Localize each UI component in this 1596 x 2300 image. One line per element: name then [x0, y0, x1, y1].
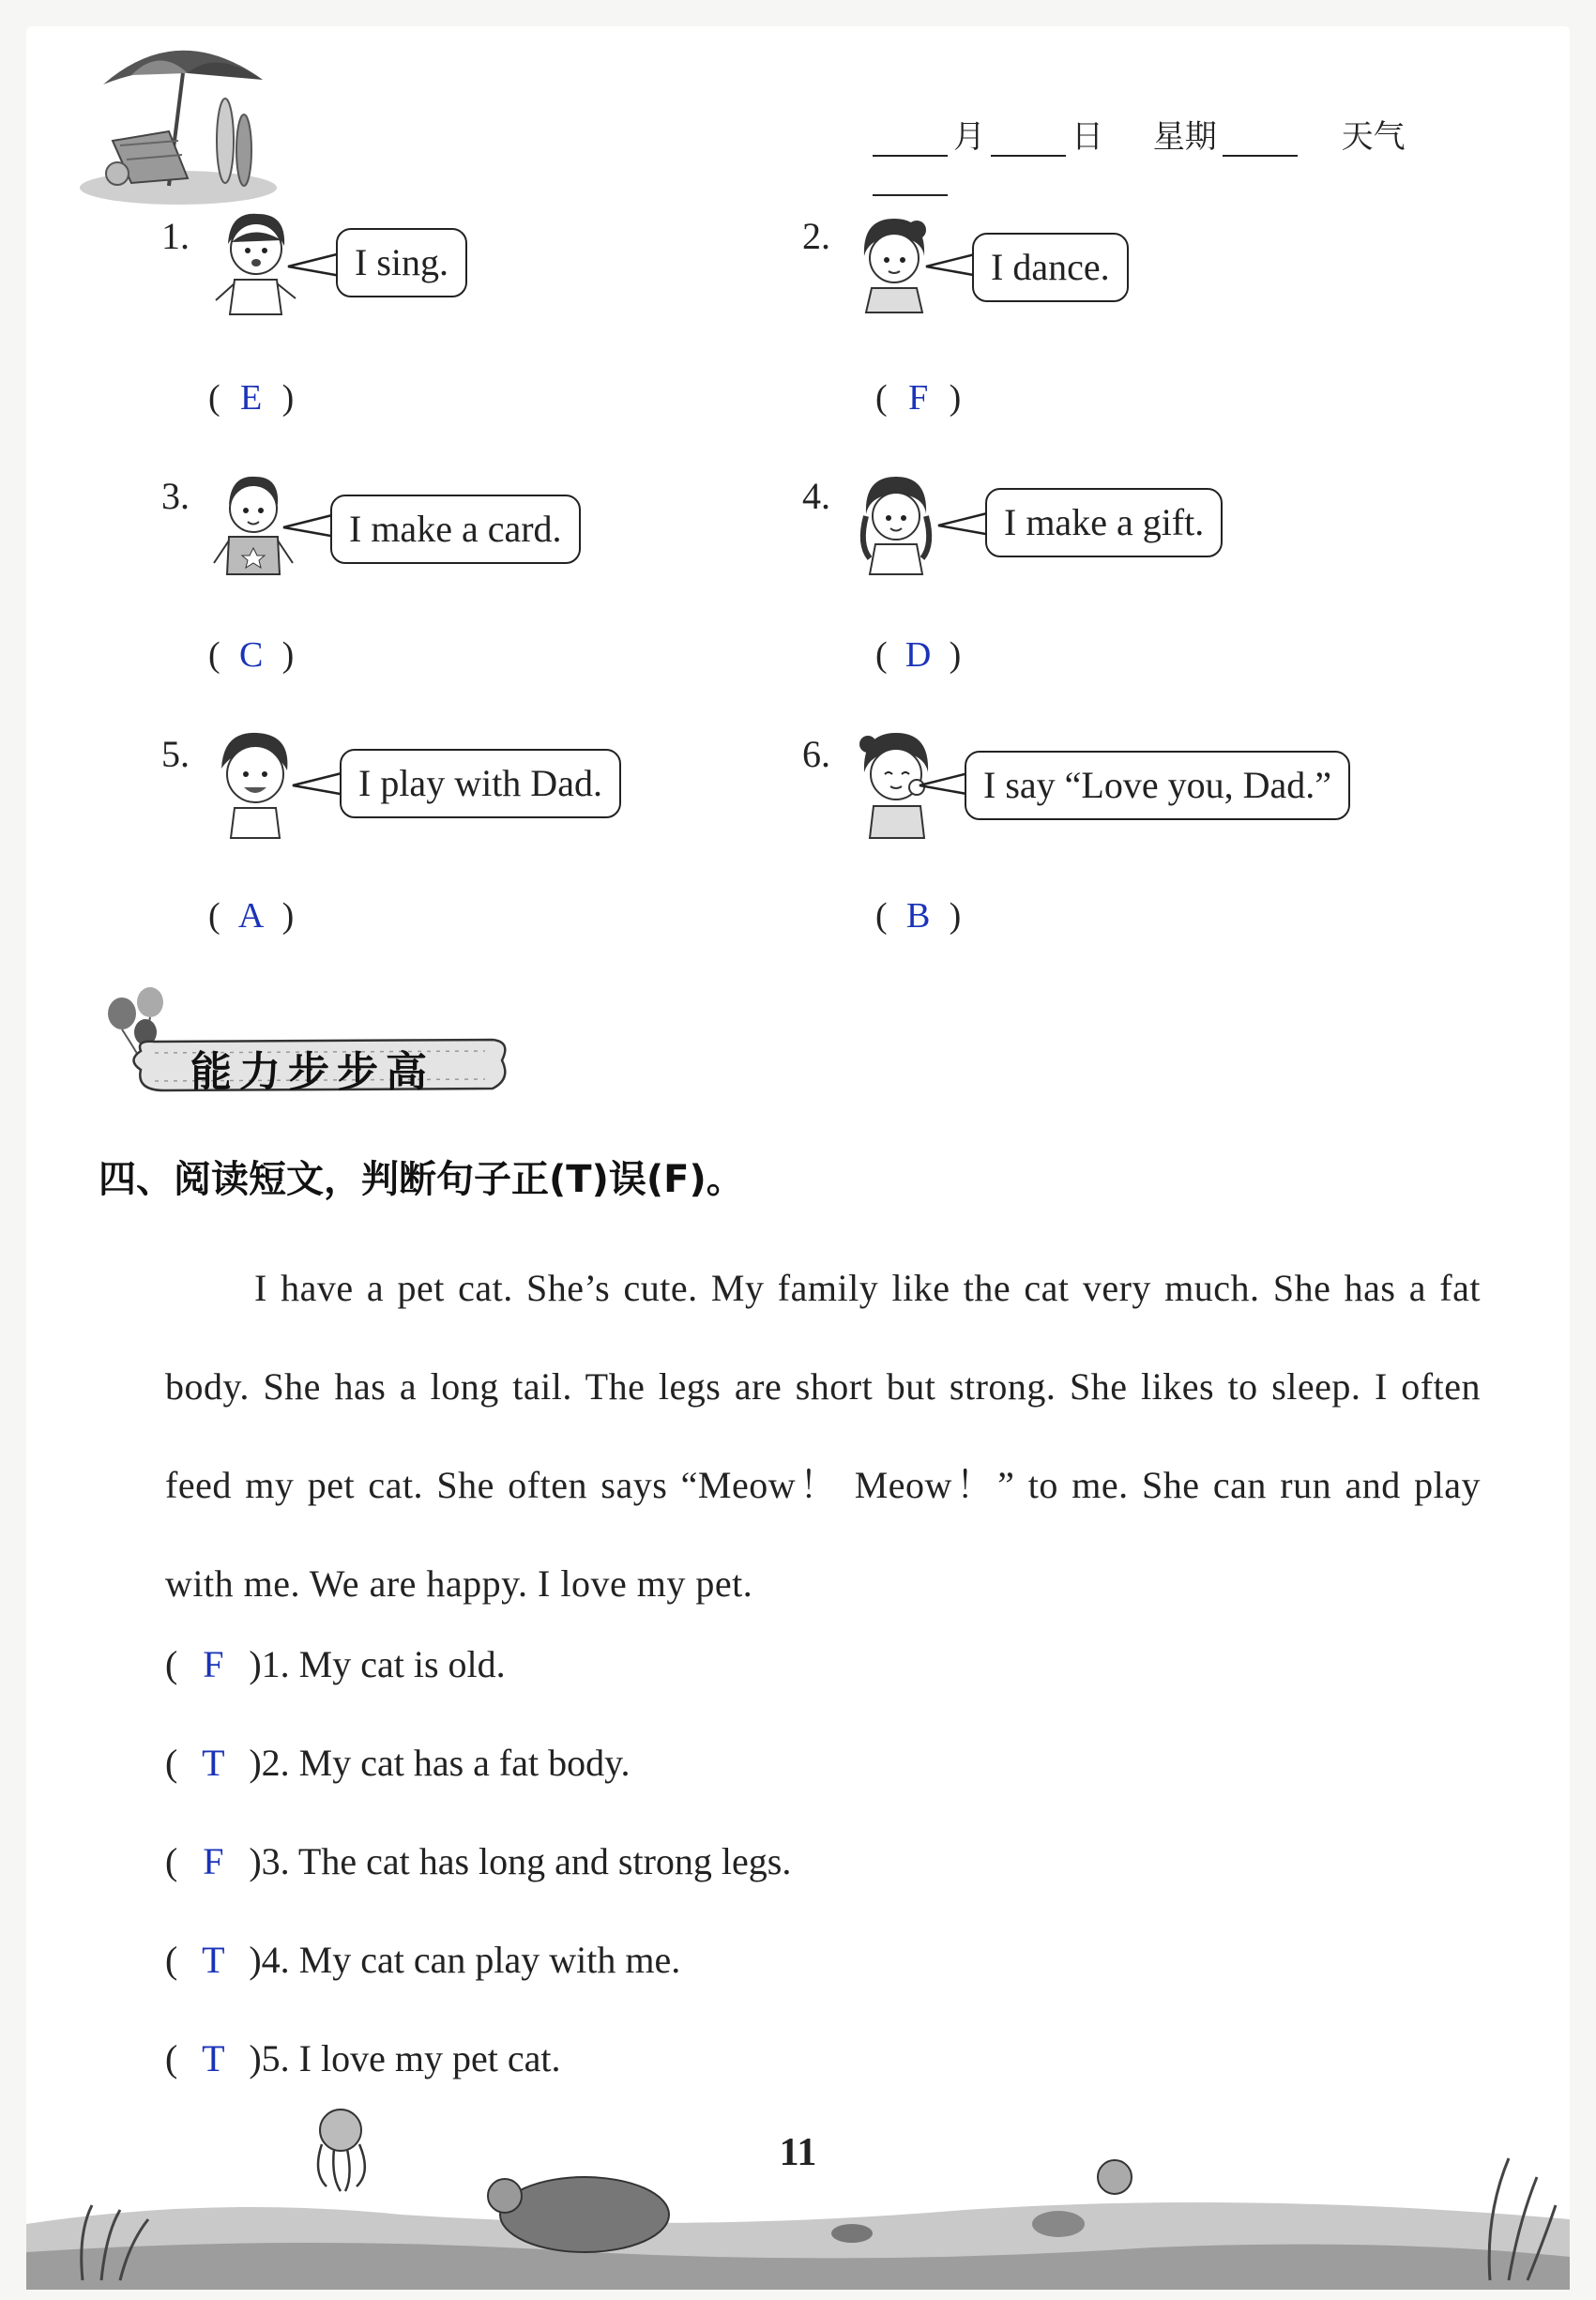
speech-tail: [286, 246, 342, 283]
month-blank[interactable]: [873, 117, 948, 157]
girl-icon: [849, 469, 943, 577]
answer-value: A: [237, 896, 265, 936]
section-heading: 四、阅读短文，判断句子正(T)误(F)。: [99, 1158, 744, 1201]
day-blank[interactable]: [991, 117, 1066, 157]
page-number: 11: [779, 2131, 817, 2174]
answer-blank[interactable]: ( D ): [875, 635, 962, 675]
question-text: )2. My cat has a fat body.: [249, 1742, 631, 1784]
question-text: )3. The cat has long and strong legs.: [249, 1840, 792, 1882]
question-text: )4. My cat can play with me.: [249, 1939, 681, 1981]
weekday-blank[interactable]: [1223, 117, 1298, 157]
reading-passage: I have a pet cat. She’s cute. My family like the cat very much. She has a fat body. She has a long tail. The legs are short but strong. She likes to sleep. I often feed my pet cat. She often says “Meow！ Meow！” to me. She can run and play with me. We are happy. I love my pet.: [165, 1267, 1481, 1605]
date-weather-line: [873, 111, 1482, 167]
answer-value: C: [238, 635, 264, 675]
section-banner: [99, 985, 511, 1107]
speech-tail: [936, 505, 993, 542]
item-number: 1.: [161, 215, 190, 257]
weather-blank[interactable]: [873, 157, 948, 196]
question-text: )1. My cat is old.: [249, 1643, 506, 1685]
answer-blank[interactable]: ( F ): [875, 378, 962, 418]
answer-blank[interactable]: ( E ): [208, 378, 295, 418]
speech-bubble: I make a card.: [330, 495, 581, 564]
speech-bubble: I sing.: [336, 228, 467, 297]
item-number: 5.: [161, 733, 190, 775]
boy-icon: [208, 727, 302, 840]
answer-value: F: [203, 1643, 224, 1685]
speech-tail: [291, 765, 347, 802]
answer-value: T: [202, 1742, 225, 1784]
question-item[interactable]: ( F )3. The cat has long and strong legs.: [165, 1840, 792, 1882]
answer-blank[interactable]: ( A ): [208, 896, 295, 936]
speech-bubble: I say “Love you, Dad.”: [965, 751, 1350, 820]
answer-value: T: [202, 2037, 225, 2079]
item-number: 6.: [802, 733, 830, 775]
answer-blank[interactable]: ( C ): [208, 635, 295, 675]
question-item[interactable]: ( F )1. My cat is old.: [165, 1643, 506, 1685]
question-item[interactable]: ( T )4. My cat can play with me.: [165, 1939, 681, 1981]
answer-value: T: [202, 1939, 225, 1981]
answer-value: B: [905, 896, 931, 936]
answer-value: F: [203, 1840, 224, 1882]
question-item[interactable]: ( T )2. My cat has a fat body.: [165, 1742, 631, 1784]
weekday-label: 星期: [1152, 118, 1217, 156]
speech-bubble: I play with Dad.: [340, 749, 621, 818]
day-label: 日: [1072, 118, 1103, 156]
answer-value: D: [904, 635, 932, 675]
answer-value: F: [908, 378, 929, 418]
speech-bubble: I make a gift.: [985, 488, 1223, 557]
question-text: )5. I love my pet cat.: [249, 2037, 561, 2079]
month-label: 月: [953, 118, 985, 156]
answer-blank[interactable]: ( B ): [875, 896, 962, 936]
item-number: 3.: [161, 475, 190, 517]
item-number: 4.: [802, 475, 830, 517]
weather-label: 天气: [1341, 118, 1406, 156]
item-number: 2.: [802, 215, 830, 257]
question-item[interactable]: ( T )5. I love my pet cat.: [165, 2037, 561, 2079]
banner-title: 能力步步高: [190, 1048, 434, 1096]
speech-bubble: I dance.: [972, 233, 1129, 302]
beach-umbrella-illustration: [75, 28, 281, 206]
speech-tail: [281, 507, 338, 544]
answer-value: E: [240, 378, 263, 418]
